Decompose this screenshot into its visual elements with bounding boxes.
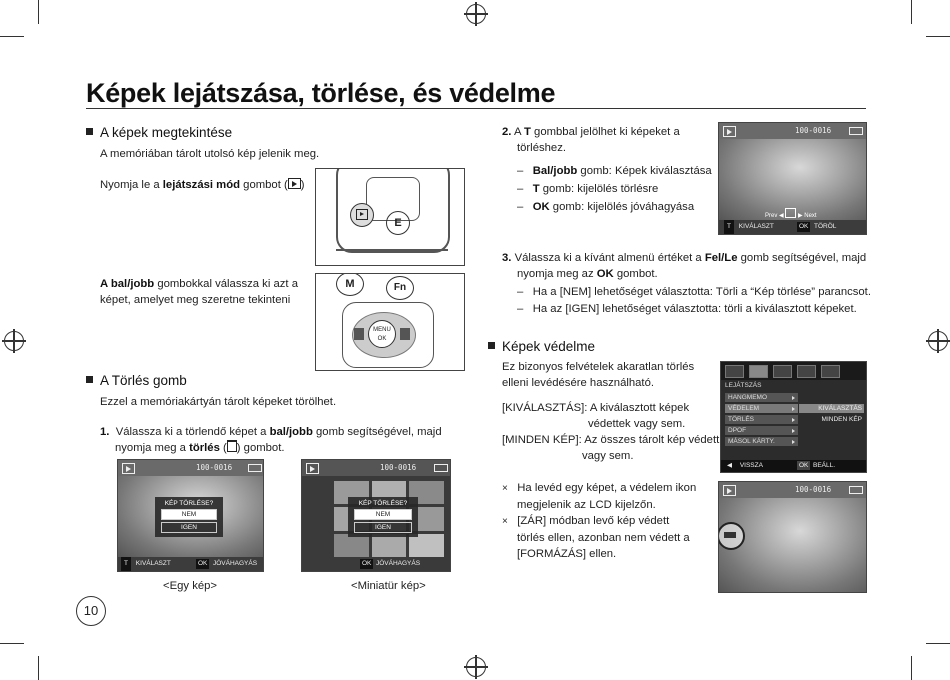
bullet-square-icon bbox=[86, 376, 93, 383]
menu-item-copy-card[interactable]: MÁSOL KÁRTY. bbox=[725, 437, 798, 446]
menu-item-protect[interactable]: VÉDELEM bbox=[725, 404, 798, 413]
lcd-bottom-bar: OK JÓVÁHAGYÁS bbox=[362, 560, 421, 567]
prev-next-nav: Prev ◀ ▶ Next bbox=[765, 208, 817, 219]
page-number: 10 bbox=[76, 596, 106, 626]
display-tab-icon[interactable] bbox=[797, 365, 816, 378]
file-number: 100-0016 bbox=[795, 485, 832, 494]
view-heading: A képek megtekintése bbox=[86, 125, 232, 140]
dialog-title: KÉP TÖRLÉSE? bbox=[358, 500, 408, 507]
ballr-text: A bal/jobb gombokkal válassza ki azt a képet, amelyet meg szeretne tekinteni bbox=[100, 278, 298, 306]
playback-icon bbox=[723, 485, 736, 496]
battery-icon bbox=[248, 464, 262, 472]
lcd-single-delete bbox=[117, 459, 264, 572]
page-title: Képek lejátszása, törlése, és védelme bbox=[86, 78, 556, 108]
step2-dash-2: – T gomb: kijelölés törlésre bbox=[517, 183, 659, 195]
m-button: M bbox=[336, 273, 364, 296]
menu-section-label: LEJÁTSZÁS bbox=[725, 382, 762, 389]
step2-text: 2. A T gombbal jelölhet ki képeket a törléshez. bbox=[502, 126, 680, 154]
playback-icon bbox=[306, 463, 319, 474]
lcd-select-delete bbox=[718, 122, 867, 235]
menu-tabs bbox=[721, 362, 866, 380]
lcd-protected-image bbox=[718, 481, 867, 593]
menu-bottom-bar: ◀ VISSZA OK BEÁLL. bbox=[721, 460, 866, 472]
battery-icon bbox=[434, 464, 448, 472]
step3-dash-2: – Ha az [IGEN] lehetőséget választotta: törli a kiválasztott képeket. bbox=[517, 303, 857, 315]
lcd-thumbnail-delete bbox=[301, 459, 451, 572]
step2-dash-1: – Bal/jobb gomb: Képek kiválasztása bbox=[517, 165, 712, 177]
protect-select-text: [KIVÁLASZTÁS]: A kiválasztott képek védettek vagy sem. bbox=[502, 402, 690, 430]
submenu-select[interactable]: KIVÁLASZTÁS bbox=[799, 404, 864, 413]
right-arrow-icon bbox=[400, 328, 410, 340]
menu-ok-button: MENU OK bbox=[368, 320, 396, 348]
dialog-title: KÉP TÖRLÉSE? bbox=[164, 500, 214, 507]
dialog-option-no[interactable]: NEM bbox=[354, 509, 412, 520]
file-number: 100-0016 bbox=[380, 463, 417, 472]
delete-heading: A Törlés gomb bbox=[86, 373, 187, 388]
trash-icon bbox=[227, 440, 237, 452]
dialog-option-yes[interactable]: IGEN bbox=[354, 522, 412, 533]
camera-back-illustration-dpad bbox=[315, 273, 465, 371]
delete-dialog bbox=[155, 497, 223, 537]
file-number: 100-0016 bbox=[795, 126, 832, 135]
ok-key-label: OK bbox=[362, 560, 372, 567]
step2-dash-3: – OK gomb: kijelölés jóváhagyása bbox=[517, 201, 695, 213]
battery-icon bbox=[849, 486, 863, 494]
play-mode-button bbox=[350, 203, 374, 227]
menu-item-voice-memo[interactable]: HANGMEMO bbox=[725, 393, 798, 402]
step3-dash-1: – Ha a [NEM] lehetőséget választotta: Törli a “Kép törlése” parancsot. bbox=[517, 286, 871, 298]
protect-all-text: [MINDEN KÉP]: Az összes tárolt kép védett vagy sem. bbox=[502, 434, 720, 462]
delete-dialog bbox=[348, 497, 418, 537]
e-button: E bbox=[386, 211, 410, 235]
file-number: 100-0016 bbox=[196, 463, 233, 472]
bullet-square-icon bbox=[86, 128, 93, 135]
menu-item-dpof[interactable]: DPOF bbox=[725, 426, 798, 435]
playback-icon bbox=[723, 126, 736, 137]
bullet-square-icon bbox=[488, 342, 495, 349]
protect-text: Ez bizonyos felvételek akaratlan törlés elleni levédésére használható. bbox=[502, 361, 695, 389]
dialog-option-no[interactable]: NEM bbox=[161, 509, 217, 520]
protect-heading: Képek védelme bbox=[488, 339, 595, 354]
menu-item-delete[interactable]: TÖRLÉS bbox=[725, 415, 798, 424]
lcd-bottom-bar: T KIVÁLASZT OK JÓVÁHAGYÁS bbox=[118, 557, 263, 571]
ok-key-label: OK bbox=[799, 223, 809, 230]
playback-icon bbox=[122, 463, 135, 474]
back-arrow-icon: ◀ bbox=[727, 462, 732, 469]
registration-mark-top bbox=[466, 4, 486, 24]
lcd-protect-menu bbox=[720, 361, 867, 473]
dialog-option-yes[interactable]: IGEN bbox=[161, 522, 217, 533]
lcd-bottom-bar: T KIVÁLASZT OK TÖRÖL bbox=[719, 220, 866, 234]
note-1: × Ha levéd egy képet, a védelem ikon megjelenik az LCD kijelzőn. bbox=[502, 482, 697, 511]
title-rule bbox=[86, 108, 866, 109]
step3-text: 3. Válassza ki a kívánt almenü értéket a Fel/Le gomb segítségével, majd nyomja meg az OK gombot. bbox=[502, 252, 867, 280]
registration-mark-bottom bbox=[466, 657, 486, 677]
ok-key-label: OK bbox=[198, 560, 208, 567]
step1-text: 1. Válassza ki a törlendő képet a bal/jobb gomb segítségével, majd nyomja meg a törlés ( ) gombot. bbox=[100, 426, 442, 454]
submenu-all-images[interactable]: MINDEN KÉP bbox=[821, 416, 862, 423]
protection-key-icon bbox=[718, 522, 745, 550]
ok-key-label: OK bbox=[799, 462, 809, 469]
note-2: × [ZÁR] módban levő kép védett törlés ellen, azonban nem védett a [FORMÁZÁS] ellen. bbox=[502, 515, 690, 560]
caption-single: <Egy kép> bbox=[163, 580, 218, 592]
camera-tab-icon[interactable] bbox=[725, 365, 744, 378]
t-key-label: T bbox=[121, 557, 131, 571]
play-button-icon bbox=[288, 178, 301, 189]
playback-tab-icon[interactable] bbox=[749, 365, 768, 378]
sound-tab-icon[interactable] bbox=[773, 365, 792, 378]
delete-text: Ezzel a memóriakártyán tárolt képeket törölhet. bbox=[100, 396, 337, 408]
delete-mark-icon bbox=[785, 208, 796, 218]
camera-back-illustration-play bbox=[315, 168, 465, 266]
registration-mark-left bbox=[4, 331, 24, 351]
t-key-label: T bbox=[724, 220, 734, 234]
left-arrow-icon bbox=[354, 328, 364, 340]
view-text: A memóriában tárolt utolsó kép jelenik meg. bbox=[100, 148, 320, 160]
battery-icon bbox=[849, 127, 863, 135]
settings-tab-icon[interactable] bbox=[821, 365, 840, 378]
fn-button: Fn bbox=[386, 276, 414, 300]
press-playback-text: Nyomja le a lejátszási mód gombot ( ) bbox=[100, 179, 305, 191]
registration-mark-right bbox=[928, 331, 948, 351]
caption-thumbnail: <Miniatür kép> bbox=[351, 580, 426, 592]
